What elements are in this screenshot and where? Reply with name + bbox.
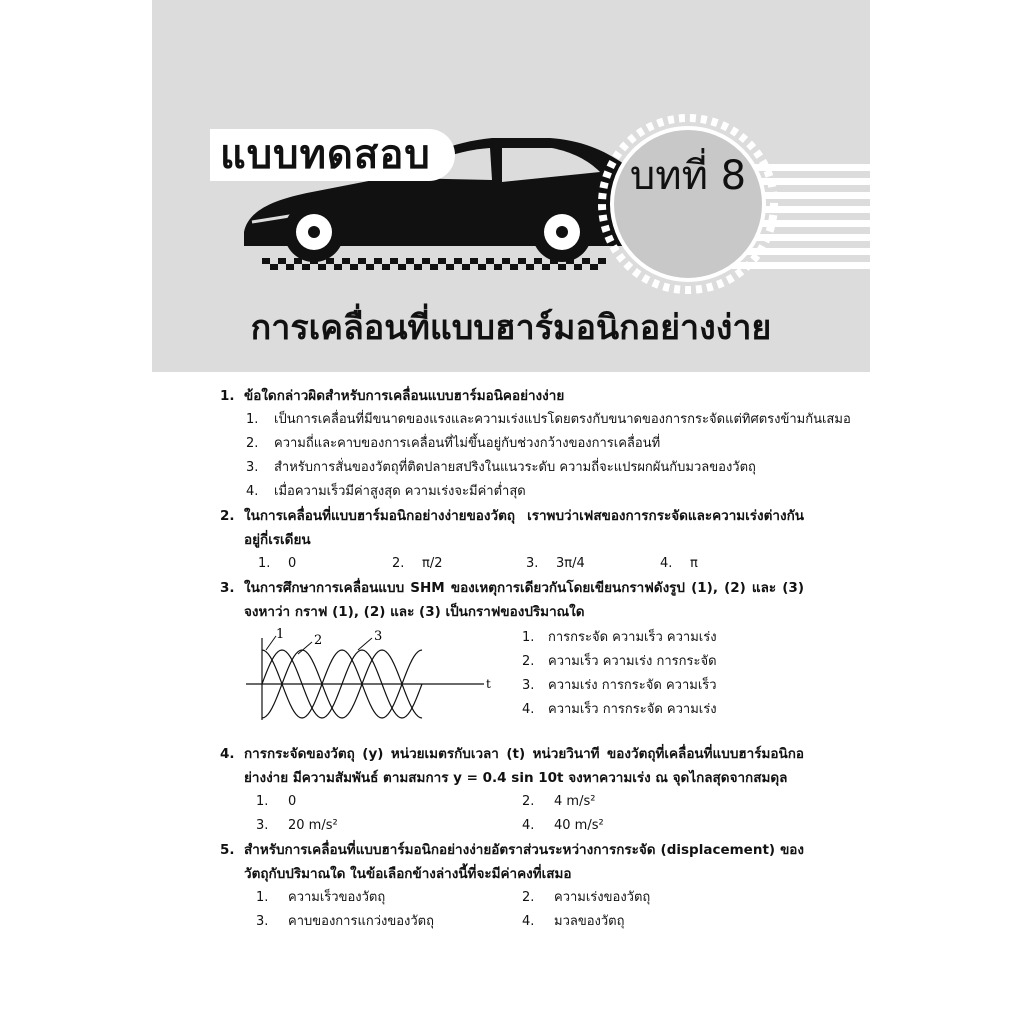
chapter-subtitle: การเคลื่อนที่แบบฮาร์มอนิกอย่างง่าย — [250, 308, 772, 348]
option-text: เป็นการเคลื่อนที่มีขนาดของแรงและความเร่งแปรโดยตรงกับขนาดของการกระจัดแต่ทิศตรงข้ามกันเสมอ — [274, 412, 851, 427]
option-text: 3π/4 — [556, 556, 585, 571]
option-3[interactable] — [256, 814, 522, 838]
option-list — [256, 814, 870, 838]
arrow-3 — [358, 638, 372, 650]
option-list — [520, 626, 717, 722]
question-text: การกระจัดของวัตถุ (y) หน่วยเมตรกับเวลา (t) หน่วยวินาที ของวัตถุที่เคลื่อนที่แบบฮาร์มอนิกอย่างง่าย มีความสัมพันธ์ ตามสมการ y = 0.4 sin 10t จงหาความเร่ง ณ จุดไกลสุดจากสมดุล — [244, 746, 804, 786]
option-number: 3. — [256, 818, 269, 833]
page — [152, 0, 870, 1024]
chapter-number: บทที่ 8 — [629, 153, 747, 199]
wave-label-1: 1 — [276, 628, 285, 642]
question-number: 1. — [220, 388, 235, 404]
option-1[interactable] — [244, 408, 870, 432]
option-number: 1. — [522, 630, 535, 645]
option-number: 4. — [522, 702, 535, 717]
option-number: 2. — [392, 556, 405, 571]
arrow-2 — [298, 642, 312, 654]
option-number: 1. — [256, 794, 269, 809]
option-number: 2. — [522, 794, 535, 809]
option-number: 1. — [246, 412, 259, 427]
option-text: ความเร่ง การกระจัด ความเร็ว — [548, 678, 717, 693]
wave-label-2: 2 — [314, 633, 323, 648]
option-2[interactable] — [392, 552, 526, 576]
option-text: มวลของวัตถุ — [554, 914, 625, 929]
option-list — [256, 790, 870, 814]
option-list — [244, 408, 870, 504]
question-text: ในการศึกษาการเคลื่อนแบบ SHM ของเหตุการเดียวกันโดยเขียนกราฟดังรูป (1), (2) และ (3) จงหาว่า กราฟ (1), (2) และ (3) เป็นกราฟของปริมาณใด — [244, 580, 804, 620]
question-1 — [152, 384, 870, 504]
question-5 — [152, 838, 870, 934]
option-3[interactable] — [520, 674, 717, 698]
option-number: 4. — [522, 818, 535, 833]
option-1[interactable] — [520, 626, 717, 650]
option-3[interactable] — [526, 552, 660, 576]
option-2[interactable] — [520, 650, 717, 674]
question-text: ข้อใดกล่าวผิดสำหรับการเคลื่อนแบบฮาร์มอนิคอย่างง่าย — [244, 388, 565, 404]
question-number: 5. — [220, 842, 235, 858]
option-4[interactable] — [522, 910, 788, 934]
option-number: 3. — [246, 460, 259, 475]
option-text: เมื่อความเร็วมีค่าสูงสุด ความเร่งจะมีค่าต่ำสุด — [274, 484, 526, 499]
option-text: สำหรับการสั่นของวัตถุที่ติดปลายสปริงในแนวระดับ ความถี่จะแปรผกผันกับมวลของวัตถุ — [274, 460, 756, 475]
option-text: 0 — [288, 556, 297, 571]
option-list — [256, 886, 870, 910]
question-list — [152, 384, 870, 934]
option-3[interactable] — [244, 456, 870, 480]
option-number: 3. — [526, 556, 539, 571]
option-number: 4. — [522, 914, 535, 929]
option-number: 3. — [256, 914, 269, 929]
question-number: 2. — [220, 508, 235, 524]
option-4[interactable] — [520, 698, 717, 722]
option-number: 2. — [522, 890, 535, 905]
option-2[interactable] — [522, 886, 788, 910]
option-1[interactable] — [256, 790, 522, 814]
chapter-banner — [152, 0, 870, 372]
question-4 — [152, 742, 870, 838]
option-number: 4. — [246, 484, 259, 499]
option-4[interactable] — [660, 552, 794, 576]
question-number: 4. — [220, 746, 235, 762]
option-text: 40 m/s² — [554, 818, 604, 833]
option-4[interactable] — [522, 814, 788, 838]
option-number: 4. — [660, 556, 673, 571]
t-axis-label: t — [486, 677, 491, 691]
option-number: 2. — [246, 436, 259, 451]
option-text: คาบของการแกว่งของวัตถุ — [288, 914, 434, 929]
option-text: 4 m/s² — [554, 794, 596, 809]
wave-label-3: 3 — [374, 629, 383, 644]
option-text: ความเร็ว การกระจัด ความเร่ง — [548, 702, 717, 717]
exercise-title: แบบทดสอบ — [210, 129, 455, 181]
question-3-body — [152, 624, 870, 742]
option-text: ความเร่งของวัตถุ — [554, 890, 651, 905]
arrow-1 — [266, 636, 276, 650]
option-number: 1. — [258, 556, 271, 571]
option-2[interactable] — [522, 790, 788, 814]
option-text: ความเร็วของวัตถุ — [288, 890, 386, 905]
question-text: สำหรับการเคลื่อนที่แบบฮาร์มอนิกอย่างง่ายอัตราส่วนระหว่างการกระจัด (displacement) ของวัตถุกับปริมาณใด ในข้อเลือกข้างล่างนี้ที่จะมีค่าคงที่เสมอ — [244, 842, 804, 882]
option-text: การกระจัด ความเร็ว ความเร่ง — [548, 630, 717, 645]
option-4[interactable] — [244, 480, 870, 504]
option-text: π/2 — [422, 556, 443, 571]
option-text: 20 m/s² — [288, 818, 338, 833]
wave-graph — [246, 628, 496, 724]
option-number: 1. — [256, 890, 269, 905]
option-3[interactable] — [256, 910, 522, 934]
question-text: ในการเคลื่อนที่แบบฮาร์มอนิกอย่างง่ายของวัตถุ เราพบว่าเฟสของการกระจัดและความเร่งต่างกันอยู่กี่เรเดียน — [244, 508, 804, 548]
option-list — [256, 910, 870, 934]
question-number: 3. — [220, 580, 235, 596]
option-list — [258, 552, 870, 576]
option-2[interactable] — [244, 432, 870, 456]
option-text: 0 — [288, 794, 297, 809]
option-text: ความถี่และคาบของการเคลื่อนที่ไม่ขึ้นอยู่กับช่วงกว้างของการเคลื่อนที่ — [274, 436, 661, 451]
option-number: 2. — [522, 654, 535, 669]
option-text: ความเร็ว ความเร่ง การกระจัด — [548, 654, 717, 669]
option-1[interactable] — [256, 886, 522, 910]
option-1[interactable] — [258, 552, 392, 576]
question-3 — [152, 576, 870, 742]
option-text: π — [690, 556, 698, 571]
option-number: 3. — [522, 678, 535, 693]
question-2 — [152, 504, 870, 576]
